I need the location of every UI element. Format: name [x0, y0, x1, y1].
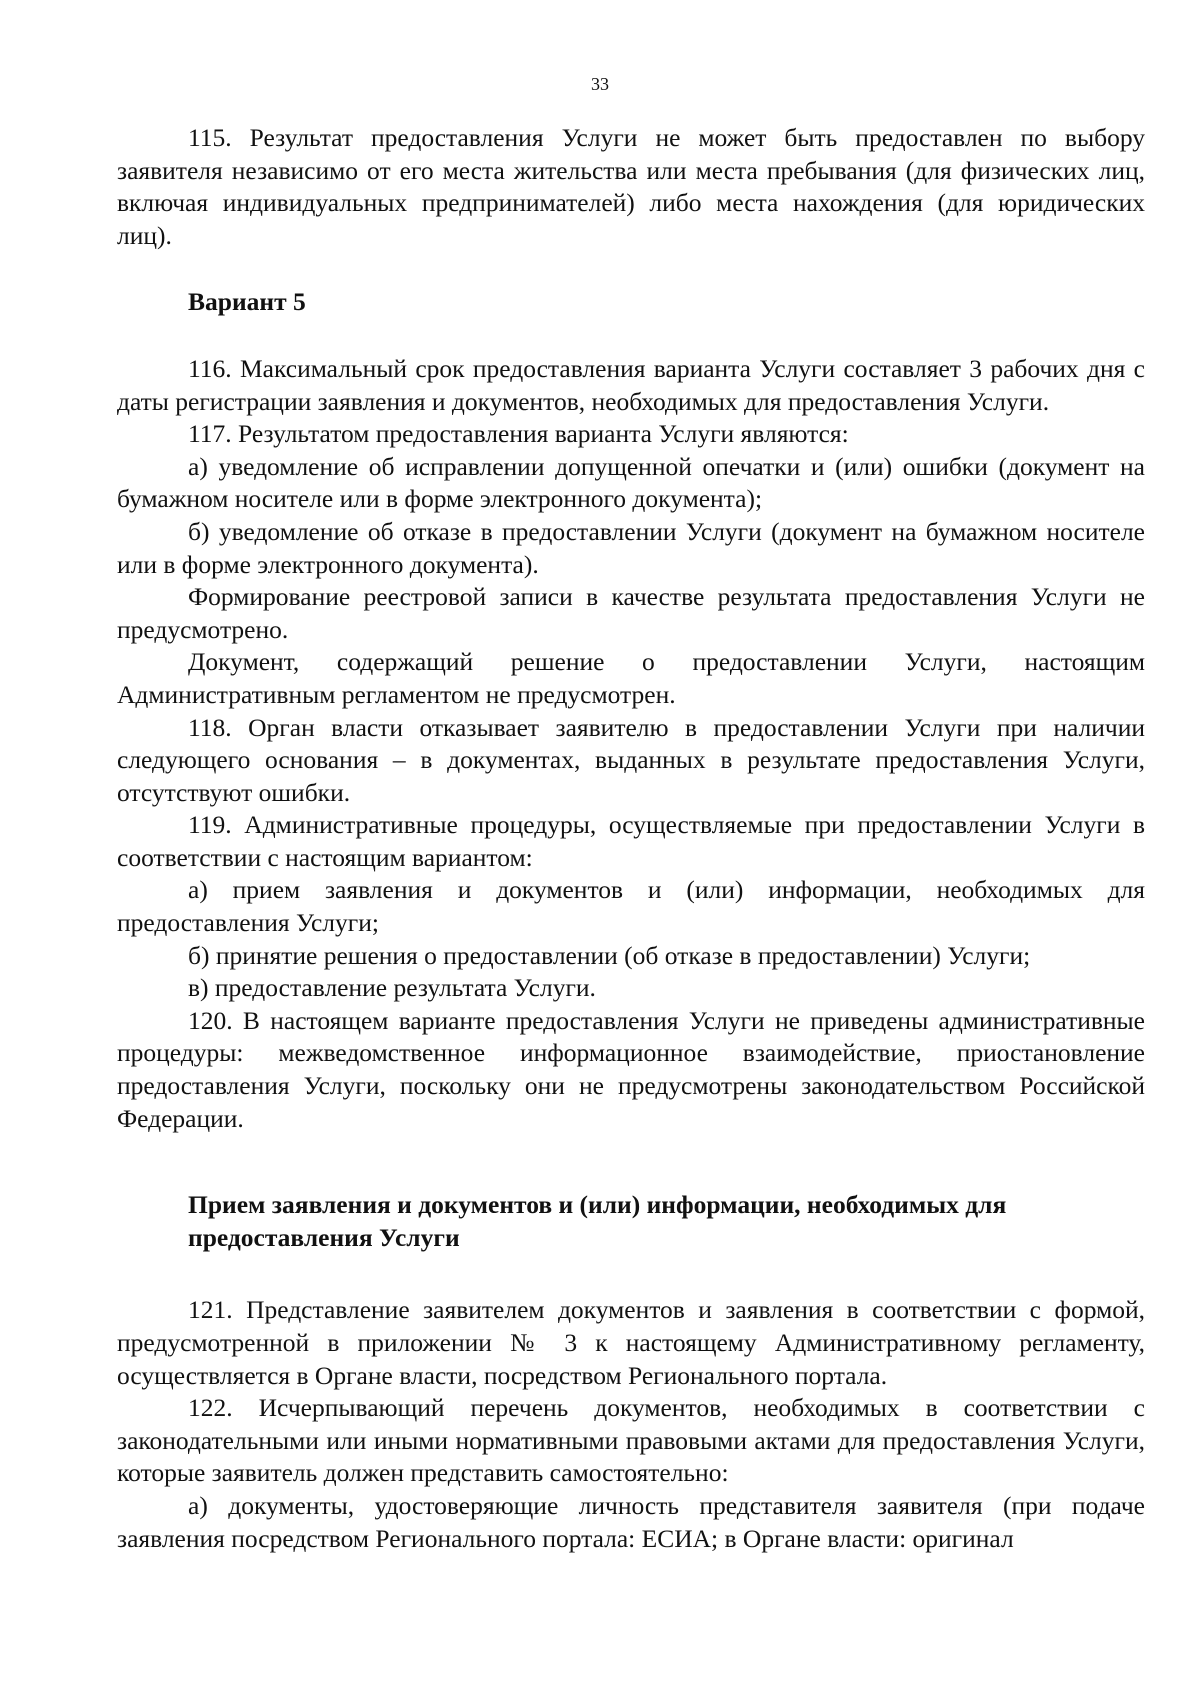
paragraph-115: 115. Результат предоставления Услуги не может быть предоставлен по выбору заявителя независимо от его места жительства или места пребывания (для физических лиц, включая индивидуальных предпринимателей) либо места нахождения (для юридических лиц).	[117, 123, 1145, 250]
heading-variant-5: Вариант 5	[188, 287, 306, 317]
page-number: 33	[591, 74, 609, 94]
paragraph-117-a: а) уведомление об исправлении допущенной опечатки и (или) ошибки (документ на бумажном носителе или в форме электронного документа);	[117, 451, 1145, 514]
paragraph-119-c: в) предоставление результата Услуги.	[188, 973, 596, 1003]
paragraph-117-b: б) уведомление об отказе в предоставлении Услуги (документ на бумажном носителе или в форме электронного документа).	[117, 516, 1145, 579]
heading-reception-line-1: Прием заявления и документов и (или) информации, необходимых для	[188, 1190, 1007, 1220]
paragraph-118: 118. Орган власти отказывает заявителю в предоставлении Услуги при наличии следующего основания – в документах, выданных в результате предоставления Услуги, отсутствуют ошибки.	[117, 712, 1145, 807]
document-body	[117, 122, 1145, 1555]
paragraph-122-a: а) документы, удостоверяющие личность представителя заявителя (при подаче заявления посредством Регионального портала: ЕСИА; в Органе власти: оригинал	[117, 1490, 1145, 1553]
paragraph-116: 116. Максимальный срок предоставления варианта Услуги составляет 3 рабочих дня с даты регистрации заявления и документов, необходимых для предоставления Услуги.	[117, 353, 1145, 416]
paragraph-119-a: а) прием заявления и документов и (или) информации, необходимых для предоставления Услуги;	[117, 875, 1145, 938]
paragraph-117: 117. Результатом предоставления варианта Услуги являются:	[188, 419, 849, 449]
paragraph-121: 121. Представление заявителем документов и заявления в соответствии с формой, предусмотренной в приложении № 3 к настоящему Административному регламенту, осуществляется в Органе власти, посредством Регионального портала.	[117, 1295, 1145, 1390]
paragraph-120: 120. В настоящем варианте предоставления Услуги не приведены административные процедуры: межведомственное информационное взаимодействие, приостановление предоставления Услуги, поскольку они не предусмотрены законодательством Российской Федерации.	[117, 1005, 1145, 1133]
paragraph-119: 119. Административные процедуры, осуществляемые при предоставлении Услуги в соответствии с настоящим вариантом:	[117, 810, 1145, 872]
paragraph-122: 122. Исчерпывающий перечень документов, необходимых в соответствии с законодательными или иными нормативными правовыми актами для предоставления Услуги, которые заявитель должен представить самостоятельно:	[117, 1393, 1145, 1488]
paragraph-117-registry: Формирование реестровой записи в качестве результата предоставления Услуги не предусмотрено.	[117, 582, 1145, 644]
paragraph-119-b: б) принятие решения о предоставлении (об отказе в предоставлении) Услуги;	[188, 940, 1031, 970]
paragraph-117-decision: Документ, содержащий решение о предоставлении Услуги, настоящим Административным регламентом не предусмотрен.	[117, 647, 1145, 709]
heading-reception-line-2: предоставления Услуги	[188, 1222, 460, 1252]
